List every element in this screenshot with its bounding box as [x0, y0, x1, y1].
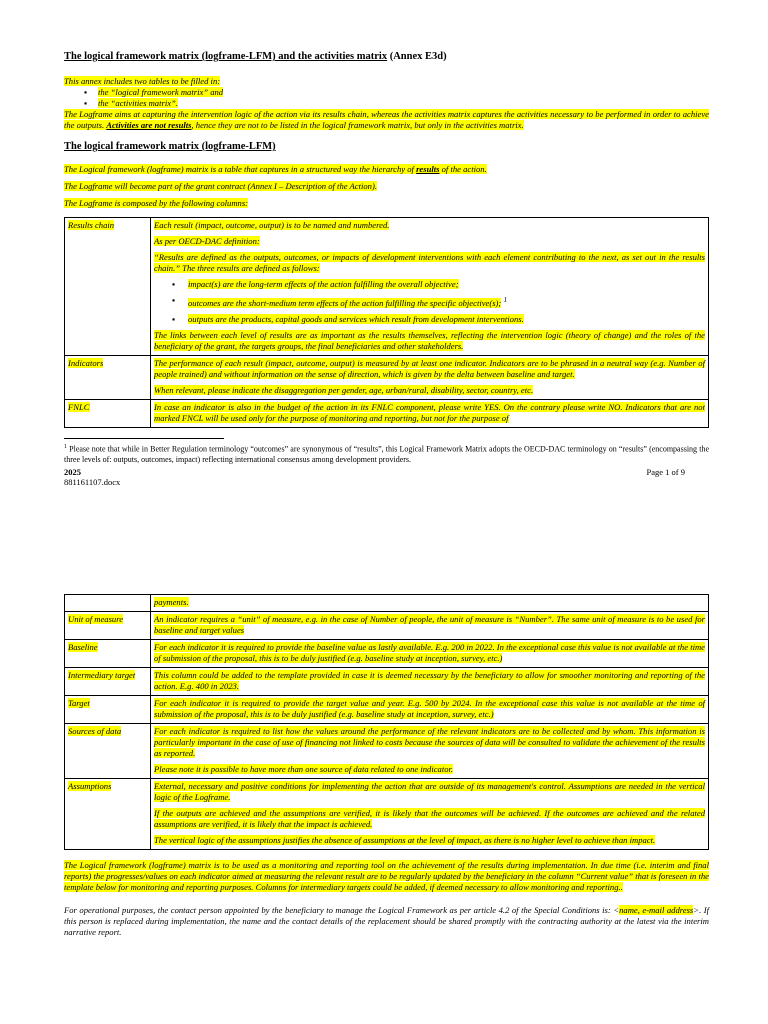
section-heading: The logical framework matrix (logframe-LFM) — [64, 141, 276, 152]
table-row — [65, 640, 709, 668]
table-row — [65, 668, 709, 696]
row-label: Target — [65, 696, 151, 724]
table-row — [65, 399, 709, 427]
list-item: ▪ outputs are the products, capital goods and services which result from development interventions. — [154, 314, 705, 325]
logframe-definition-paragraph: The Logical framework (logframe) matrix is a table that captures in a structured way the hierarchy of results of the action. — [64, 164, 487, 174]
table-row — [65, 355, 709, 399]
row-description: An indicator requires a “unit” of measure, e.g. in the case of Number of people, the unit of measure is “Number”. The same unit of measure is to be used for baseline and target values — [151, 612, 709, 640]
table-row — [65, 612, 709, 640]
footnote-ref: 1 — [503, 296, 508, 304]
row-description: In case an indicator is also in the budget of the action in its FNLC component, please write YES. On the contrary please write NO. Indicators that are not marked FNCL will be used only for the purpose of monitoring and reporting, but not for the purpose of — [151, 399, 709, 427]
page-footer — [64, 467, 709, 487]
footnote-separator — [64, 438, 224, 439]
results-bullet-list — [154, 279, 705, 325]
footer-filename: 881161107.docx — [64, 476, 121, 487]
intro-bullet-list — [64, 87, 709, 109]
row-label: Results chain — [65, 218, 151, 356]
footnote: $^1$ Please note that while in Better Regulation terminology “outcomes” are synonymous of “results”, this Logical Framework Matrix adopts the OECD-DAC terminology on “results” (encompassing the three levels of: outputs, outcomes, impact) reflecting international consensus among development providers. — [64, 443, 709, 464]
list-item: ▪ outcomes are the short-medium term effects of the action fulfilling the specific objective(s); $^1$ — [154, 295, 705, 309]
row-description: payments. — [151, 595, 709, 612]
footer-year: 2025 — [64, 466, 81, 477]
row-label: Assumptions — [65, 779, 151, 850]
table-row — [65, 724, 709, 779]
row-description: Each result (impact, outcome, output) is to be named and numbered. As per OECD-DAC definition: “Results are defined as the outputs, outcomes, or impacts of development interventions with each element contributing to the next, as set out in the results chain.” The three results are defined as follows: ▪ impact(s) are the long-term effects of the action fulfilling the overall objective; ▪ outcomes are the short-medium term effects of the action fulfilling the specific objective(s); $^1$ ▪ outputs are the products, capital goods and services which result from development interventions. The links between each level of results are as important as the results themselves, reflecting the intervention logic (theory of change) and the roles of the beneficiary of the grant, the targets groups, the final beneficiaries and other stakeholders. — [151, 218, 709, 356]
row-description: For each indicator it is required to provide the baseline value as lastly available. E.g. 200 in 2022. In the exceptional case this value is not available at the time of submission of the proposal, this is to be duly justified (e.g. baseline study at inception, survey, etc.) — [151, 640, 709, 668]
row-label: FNLC — [65, 399, 151, 427]
row-label: Unit of measure — [65, 612, 151, 640]
table-row — [65, 595, 709, 612]
table-row — [65, 218, 709, 356]
columns-paragraph: The Logframe is composed by the following columns: — [64, 198, 249, 208]
row-description: The performance of each result (impact, outcome, output) is measured by at least one indicator. Indicators are to be phrased in a neutral way (e.g. Number of people trained) and without information on the sense of direction, which is given by the delta between baseline and target. When relevant, please indicate the disaggregation per gender, age, urban/rural, disability, sector, country, etc. — [151, 355, 709, 399]
row-description: For each indicator is required to list how the values around the performance of the relevant indicators are to be collected and by whom. This information is particularly important in the case of use of financing not linked to costs because the sources of data will be consulted to validate the achievement of the results as reported. Please note it is possible to have more than one source of data related to one indicator. — [151, 724, 709, 779]
row-label — [65, 595, 151, 612]
table-row — [65, 779, 709, 850]
intro-paragraph: This annex includes two tables to be filled in: — [64, 76, 221, 86]
logframe-columns-table — [64, 217, 709, 428]
row-label: Intermediary target — [65, 668, 151, 696]
monitoring-paragraph: The Logical framework (logframe) matrix is to be used as a monitoring and reporting tool on the achievement of the results during implementation. In due time (i.e. interim and final reports) the progresses/values on each indicator aimed at measuring the relevant result are to be regularly updated by the beneficiary in the column “Current value” that is foreseen in the template below for monitoring and reporting purposes. Columns for intermediary targets could be added, if deemed necessary to allow monitoring and reporting.. — [64, 860, 709, 892]
row-label: Baseline — [65, 640, 151, 668]
row-description: External, necessary and positive conditions for implementing the action that are outside of its management's control. Assumptions are needed in the vertical logic of the Logframe. If the outputs are achieved and the assumptions are verified, it is likely that the outcomes will be achieved. If the outcomes are achieved and the related assumptions are verified, it is likely that the impact is achieved. The vertical logic of the assumptions justifies the absence of assumptions at the level of impact, as there is no higher level to achieve than impact. — [151, 779, 709, 850]
document-title: The logical framework matrix (logframe-LFM) and the activities matrix (Annex E3d) — [64, 51, 447, 62]
table-row — [65, 696, 709, 724]
list-item: ▪ the “activities matrix”. — [64, 98, 709, 109]
row-description: This column could be added to the template provided in case it is deemed necessary by the beneficiary to allow for smoother monitoring and reporting of the action. E.g. 400 in 2023. — [151, 668, 709, 696]
row-description: For each indicator it is required to provide the target value and year. E.g. 500 by 2024. In the exceptional case this value is not available at the time of submission of the proposal, this is to be duly justified (e.g. baseline study at inception, survey, etc.) — [151, 696, 709, 724]
logframe-aim-paragraph: The Logframe aims at capturing the intervention logic of the action via its results chain, whereas the activities matrix captures the activities necessary to be performed in order to achieve the outputs. Activities are not results, hence they are not to be listed in the logical framework matrix, but only in the activities matrix. — [64, 109, 709, 130]
logframe-columns-table-continued — [64, 594, 709, 850]
operational-contact-paragraph: For operational purposes, the contact person appointed by the beneficiary to manage the Logical Framework as per article 4.2 of the Special Conditions is: <name, e-mail address>. If this person is replaced during implementation, the name and the contact details of the replacement should be shared promptly with the contracting authority at the latest via the interim narrative report. — [64, 905, 709, 937]
row-label: Sources of data — [65, 724, 151, 779]
document-page-2 — [64, 594, 709, 947]
list-item: ▪ the “logical framework matrix” and — [64, 87, 709, 98]
row-label: Indicators — [65, 355, 151, 399]
document-page-1 — [64, 50, 709, 487]
grant-contract-paragraph: The Logframe will become part of the grant contract (Annex I – Description of the Action). — [64, 181, 377, 191]
list-item: ▪ impact(s) are the long-term effects of the action fulfilling the overall objective; — [154, 279, 705, 290]
page-number: Page 1 of 9 — [646, 466, 685, 477]
